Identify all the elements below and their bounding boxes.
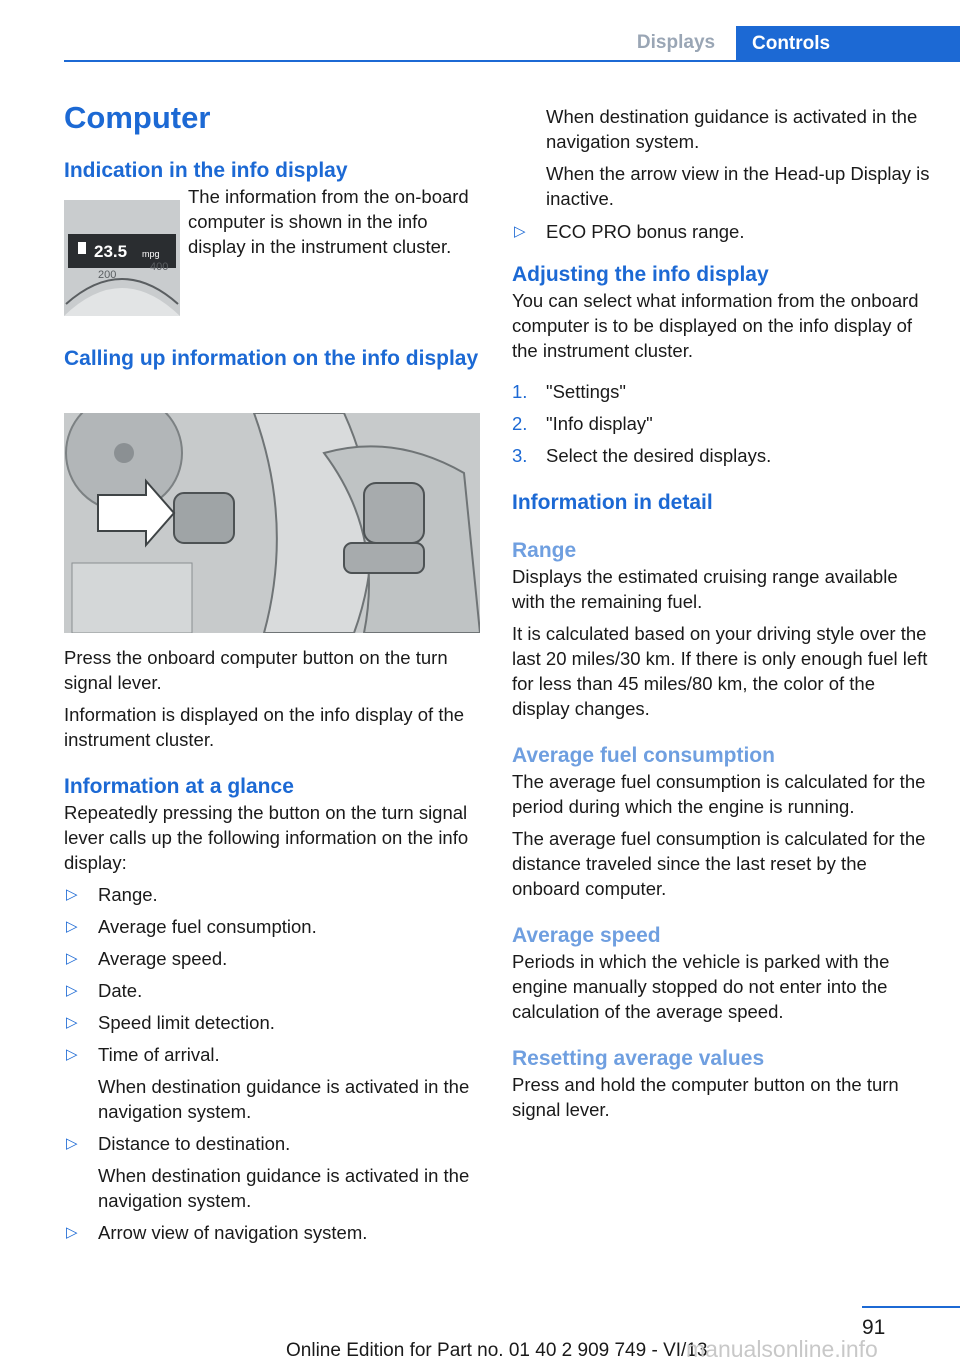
steering-wheel-image xyxy=(64,413,480,633)
tab-displays: Displays xyxy=(636,32,716,53)
calling-paragraph-1: Press the onboard computer button on the turn signal lever. xyxy=(64,647,448,693)
list-item-text: ECO PRO bonus range. xyxy=(546,221,745,242)
triangle-bullet-icon: ▷ xyxy=(66,1014,78,1031)
watermark: manualsonline.info xyxy=(686,1336,878,1362)
calling-paragraph-2: Information is displayed on the info display of the instrument cluster. xyxy=(64,704,465,750)
adjusting-heading: Adjusting the info display xyxy=(512,263,769,286)
fuel-pump-icon xyxy=(78,242,86,254)
tab-controls: Controls xyxy=(736,26,960,62)
list-item xyxy=(512,443,932,468)
indication-heading: Indication in the info display xyxy=(64,159,348,182)
list-item xyxy=(64,1042,480,1124)
triangle-bullet-icon: ▷ xyxy=(66,982,78,999)
step-text: "Info display" xyxy=(546,413,653,434)
triangle-bullet-icon: ▷ xyxy=(514,223,526,240)
list-item xyxy=(64,946,480,971)
afc-paragraph-2: The average fuel consumption is calculated for the distance traveled since the last reset by the onboard computer. xyxy=(512,828,926,899)
edition-text: Online Edition for Part no. 01 40 2 909 749 - VI/13 xyxy=(286,1340,708,1361)
fuel-unit: mpg xyxy=(142,249,160,259)
step-text: "Settings" xyxy=(546,381,626,402)
speed-heading: Average speed xyxy=(512,924,661,947)
footer-rule xyxy=(862,1306,960,1308)
page-title: Computer xyxy=(64,100,211,135)
list-item xyxy=(64,882,480,907)
step-number: 2. xyxy=(512,413,528,434)
list-item-text: Date. xyxy=(98,980,143,1001)
step-number: 1. xyxy=(512,381,528,402)
continuation-text-2: When the arrow view in the Head-up Display is inactive. xyxy=(546,163,930,209)
turn-signal-lever xyxy=(174,493,234,543)
reset-paragraph: Press and hold the computer button on the turn signal lever. xyxy=(512,1074,899,1120)
afc-paragraph-1: The average fuel consumption is calculated for the period during which the engine is running. xyxy=(512,771,926,817)
header-rule xyxy=(64,60,960,62)
right-column xyxy=(512,104,932,1129)
glance-intro: Repeatedly pressing the button on the turn signal lever calls up the following information on the info display: xyxy=(64,802,469,873)
list-item-text: Range. xyxy=(98,884,158,905)
eco-list xyxy=(512,219,932,244)
triangle-bullet-icon: ▷ xyxy=(66,1224,78,1241)
range-paragraph-1: Displays the estimated cruising range available with the remaining fuel. xyxy=(512,566,898,612)
list-item xyxy=(64,978,480,1003)
page-number: 91 xyxy=(862,1316,886,1339)
list-item xyxy=(512,219,932,244)
adjusting-text: You can select what information from the onboard computer is to be displayed on the info display of the instrument cluster. xyxy=(512,290,919,361)
list-item xyxy=(512,379,932,404)
list-item-text: Average fuel consumption. xyxy=(98,916,317,937)
list-item xyxy=(64,1220,480,1245)
continuation-text-1: When destination guidance is activated in the navigation system. xyxy=(546,106,918,152)
glance-heading: Information at a glance xyxy=(64,775,294,798)
afc-heading: Average fuel consumption xyxy=(512,744,775,767)
step-text: Select the desired displays. xyxy=(546,445,772,466)
list-item xyxy=(64,1010,480,1035)
scale-200: 200 xyxy=(98,269,117,281)
triangle-bullet-icon: ▷ xyxy=(66,886,78,903)
triangle-bullet-icon: ▷ xyxy=(66,1135,78,1152)
triangle-bullet-icon: ▷ xyxy=(66,950,78,967)
steps-list xyxy=(512,379,932,468)
list-item xyxy=(64,914,480,939)
calling-text xyxy=(64,645,480,1252)
triangle-bullet-icon: ▷ xyxy=(66,918,78,935)
list-item-text: Average speed. xyxy=(98,948,228,969)
calling-heading: Calling up information on the info display xyxy=(64,347,479,370)
speed-paragraph: Periods in which the vehicle is parked with the engine manually stopped do not enter into the calculation of the average speed. xyxy=(512,951,890,1022)
triangle-bullet-icon: ▷ xyxy=(66,1046,78,1063)
list-item-text: Time of arrival. xyxy=(98,1044,220,1065)
list-item xyxy=(64,1131,480,1213)
list-item xyxy=(512,411,932,436)
detail-heading: Information in detail xyxy=(512,491,713,514)
glance-list xyxy=(64,882,480,1245)
step-number: 3. xyxy=(512,445,528,466)
range-heading: Range xyxy=(512,539,577,562)
list-item-text: Speed limit detection. xyxy=(98,1012,275,1033)
instrument-cluster-image xyxy=(64,200,180,316)
list-item-subtext: When destination guidance is activated in the navigation system. xyxy=(98,1076,470,1122)
calling-section xyxy=(64,346,480,372)
reset-heading: Resetting average values xyxy=(512,1047,765,1070)
range-paragraph-2: It is calculated based on your driving style over the last 20 miles/30 km. If there is only enough fuel left for less than 45 miles/80 km, the color of the display changes. xyxy=(512,623,928,719)
fuel-value: 23.5 xyxy=(94,242,128,261)
list-item-subtext: When destination guidance is activated in the navigation system. xyxy=(98,1165,470,1211)
indication-text: The information from the on-board computer is shown in the info display in the instrument cluster. xyxy=(188,186,469,257)
scale-400: 400 xyxy=(150,261,169,273)
list-item-text: Arrow view of navigation system. xyxy=(98,1222,368,1243)
list-item-text: Distance to destination. xyxy=(98,1133,291,1154)
